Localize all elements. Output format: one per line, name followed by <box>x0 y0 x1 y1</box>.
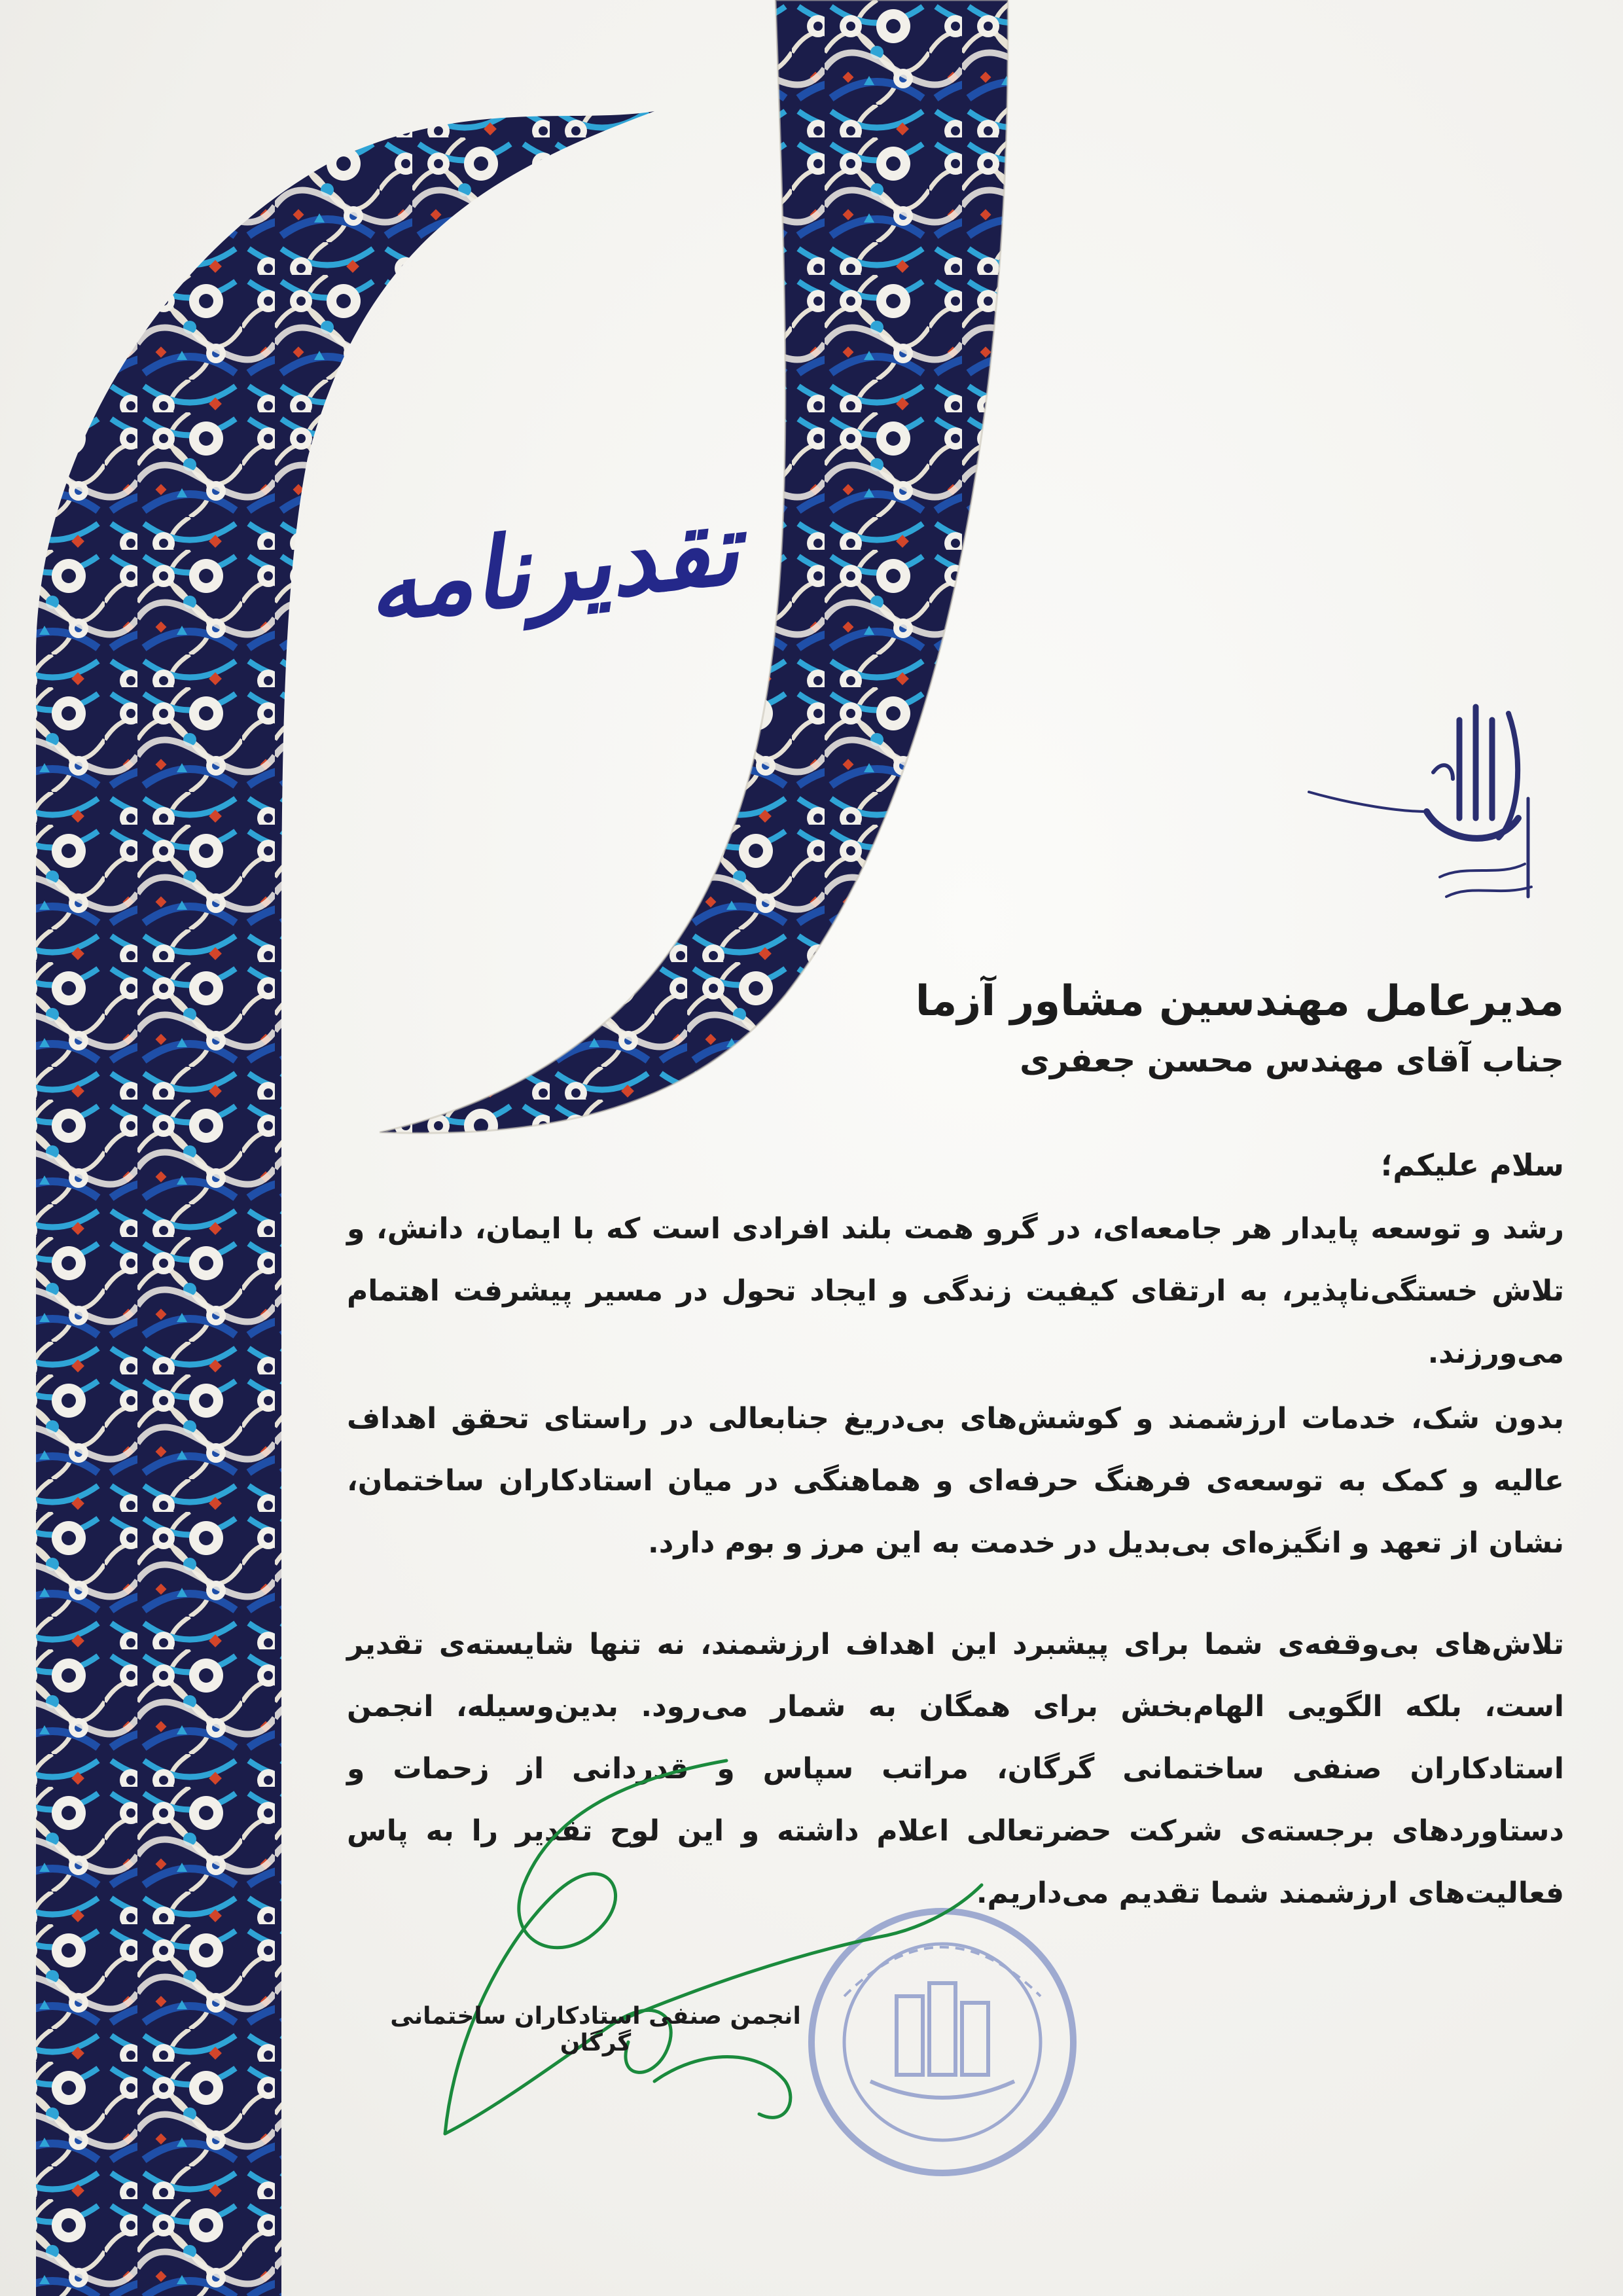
recipient-name: جناب آقای مهندس محسن جعفری <box>1020 1041 1564 1079</box>
certificate-title: تقدیرنامه <box>361 491 744 645</box>
signature-label: انجمن صنفی استادکاران ساختمانی گرگان <box>390 2003 801 2056</box>
greeting: سلام علیکم؛ <box>1380 1147 1564 1183</box>
recipient-title: مدیرعامل مهندسین مشاور آزما <box>915 977 1564 1026</box>
paragraph-1: رشد و توسعه پایدار هر جامعه‌ای، در گرو همت بلند افرادی است که با ایمان، دانش، و تلاش خستگی‌ناپذیر، به ارتقای کیفیت زندگی و ایجاد تحول در مسیر پیشرفت اهتمام می‌ورزند. <box>347 1212 1564 1370</box>
paragraph-2: بدون شک، خدمات ارزشمند و کوشش‌های بی‌دریغ جنابعالی در راستای تحقق اهداف عالیه و کمک به توسعه‌ی فرهنگ حرفه‌ای و هماهنگی در میان استادکاران ساختمان، نشان از تعهد و انگیزه‌ای بی‌بدیل در خدمت به این مرز و بوم دارد. <box>347 1402 1564 1560</box>
signature-mark <box>419 1741 1008 2160</box>
basmala-calligraphy <box>1302 681 1551 916</box>
paragraph-3: تلاش‌های بی‌وقفه‌ی شما برای پیشبرد این اهداف ارزشمند، نه تنها شایسته‌ی تقدیر است، بلکه الگویی الهام‌بخش برای همگان به شمار می‌رود. بدین‌وسیله، انجمن استادکاران صنفی ساختمانی گرگان، مراتب سپاس و قدردانی از زحمات و دستاوردهای برجسته‌ی شرکت حضرتعالی اعلام داشته و این لوح تقدیر را به پاس فعالیت‌های ارزشمند شما تقدیم می‌داریم. <box>347 1628 1564 1910</box>
